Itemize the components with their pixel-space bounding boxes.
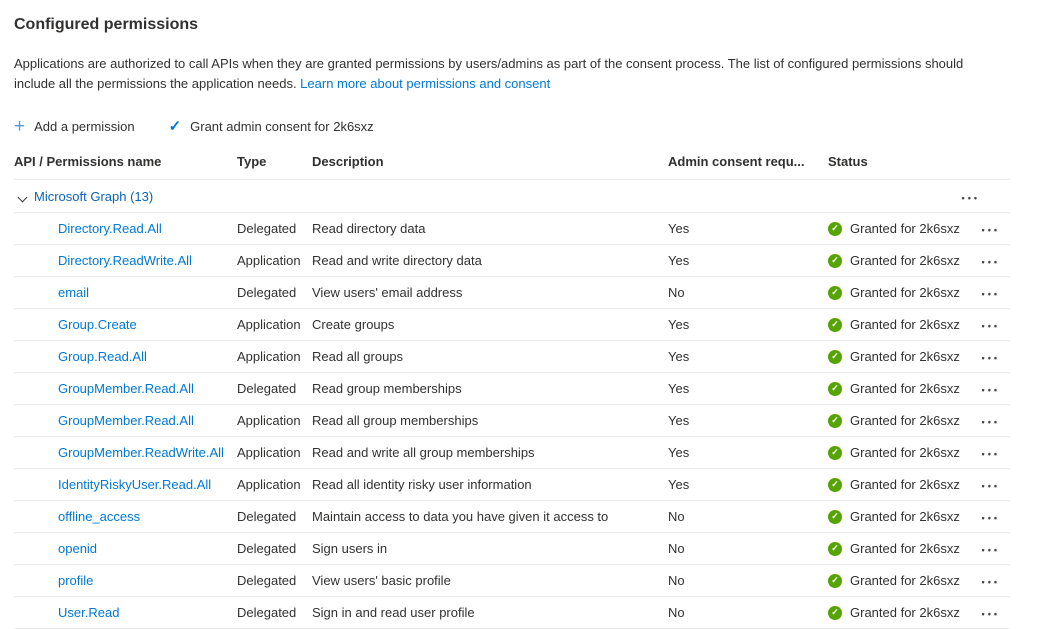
permission-description: Read and write directory data	[312, 253, 482, 268]
status-text: Granted for 2k6sxz	[850, 253, 960, 268]
status-text: Granted for 2k6sxz	[850, 317, 960, 332]
admin-consent-value: Yes	[668, 413, 690, 428]
status-text: Granted for 2k6sxz	[850, 509, 960, 524]
status-text: Granted for 2k6sxz	[850, 541, 960, 556]
ellipsis-menu-button[interactable]: •••	[981, 513, 1000, 523]
permission-type: Application	[237, 445, 301, 460]
ellipsis-menu-button[interactable]: •••	[981, 321, 1000, 331]
permission-link[interactable]: offline_access	[58, 509, 141, 524]
status-text: Granted for 2k6sxz	[850, 381, 960, 396]
status-cell	[828, 445, 972, 460]
checkmark-icon: ✓	[168, 117, 182, 135]
granted-check-icon: ✓	[828, 510, 842, 524]
ellipsis-menu-button[interactable]: •••	[981, 289, 1000, 299]
granted-check-icon: ✓	[828, 350, 842, 364]
granted-check-icon: ✓	[828, 478, 842, 492]
granted-check-icon: ✓	[828, 382, 842, 396]
status-cell	[828, 605, 972, 620]
granted-check-icon: ✓	[828, 222, 842, 236]
admin-consent-value: Yes	[668, 381, 690, 396]
table-row	[14, 213, 1010, 245]
column-header-name: API / Permissions name	[14, 154, 162, 169]
granted-check-icon: ✓	[828, 414, 842, 428]
table-row	[14, 405, 1010, 437]
admin-consent-value: No	[668, 509, 685, 524]
permission-description: Read group memberships	[312, 381, 462, 396]
table-row	[14, 533, 1010, 565]
permission-description: View users' email address	[312, 285, 463, 300]
permission-description: Read all identity risky user information	[312, 477, 532, 492]
granted-check-icon: ✓	[828, 318, 842, 332]
granted-check-icon: ✓	[828, 446, 842, 460]
permission-type: Application	[237, 413, 301, 428]
column-header-status: Status	[828, 154, 868, 169]
granted-check-icon: ✓	[828, 606, 842, 620]
table-row	[14, 277, 1010, 309]
ellipsis-menu-button[interactable]: •••	[981, 545, 1000, 555]
permission-link[interactable]: openid	[58, 541, 98, 556]
permission-description: Sign users in	[312, 541, 388, 556]
permission-link[interactable]: email	[58, 285, 90, 300]
plus-icon: +	[14, 115, 26, 137]
status-text: Granted for 2k6sxz	[850, 445, 960, 460]
permission-link[interactable]: Group.Create	[58, 317, 137, 332]
description-text: Applications are authorized to call APIs when they are granted permissions by users/admins as part of the consent process. The list of configured permissions should include all the permissions the application needs.	[14, 56, 964, 91]
status-text: Granted for 2k6sxz	[850, 413, 960, 428]
ellipsis-menu-button[interactable]: •••	[981, 481, 1000, 491]
status-cell	[828, 541, 972, 556]
permission-type: Delegated	[237, 605, 297, 620]
table-row	[14, 501, 1010, 533]
permission-link[interactable]: User.Read	[58, 605, 120, 620]
granted-check-icon: ✓	[828, 574, 842, 588]
permission-link[interactable]: Group.Read.All	[58, 349, 147, 364]
permission-description: Read directory data	[312, 221, 426, 236]
api-group-cell	[14, 189, 952, 204]
permission-description: Create groups	[312, 317, 395, 332]
table-header-row	[14, 150, 1010, 180]
status-cell	[828, 381, 972, 396]
granted-check-icon: ✓	[828, 286, 842, 300]
granted-check-icon: ✓	[828, 542, 842, 556]
column-header-admin-consent: Admin consent requ...	[668, 154, 805, 169]
permission-link[interactable]: GroupMember.Read.All	[58, 381, 194, 396]
permission-description: Read and write all group memberships	[312, 445, 535, 460]
table-row	[14, 341, 1010, 373]
permission-link[interactable]: profile	[58, 573, 94, 588]
permission-description: View users' basic profile	[312, 573, 451, 588]
permission-description: Maintain access to data you have given it access to	[312, 509, 609, 524]
status-text: Granted for 2k6sxz	[850, 285, 960, 300]
admin-consent-value: No	[668, 541, 685, 556]
permission-type: Delegated	[237, 573, 297, 588]
permission-link[interactable]: Directory.ReadWrite.All	[58, 253, 192, 268]
ellipsis-menu-button[interactable]: •••	[981, 353, 1000, 363]
table-row	[14, 245, 1010, 277]
table-row	[14, 565, 1010, 597]
ellipsis-menu-button[interactable]: •••	[961, 192, 980, 203]
permission-link[interactable]: IdentityRiskyUser.Read.All	[58, 477, 212, 492]
permission-link[interactable]: GroupMember.ReadWrite.All	[58, 445, 224, 460]
status-text: Granted for 2k6sxz	[850, 573, 960, 588]
add-permission-label: Add a permission	[34, 119, 135, 134]
admin-consent-value: No	[668, 605, 685, 620]
column-header-type: Type	[237, 154, 267, 169]
admin-consent-value: No	[668, 285, 685, 300]
permission-type: Application	[237, 317, 301, 332]
status-cell	[828, 221, 972, 236]
permission-type: Application	[237, 477, 301, 492]
status-cell	[828, 573, 972, 588]
admin-consent-value: Yes	[668, 445, 690, 460]
grant-admin-consent-button[interactable]	[169, 119, 374, 134]
status-cell	[828, 413, 972, 428]
status-cell	[828, 285, 972, 300]
status-cell	[828, 317, 972, 332]
learn-more-link[interactable]: Learn more about permissions and consent	[300, 76, 551, 91]
permission-type: Application	[237, 253, 301, 268]
api-group-link[interactable]: Microsoft Graph (13)	[34, 188, 154, 204]
permission-type: Delegated	[237, 221, 297, 236]
status-cell	[828, 509, 972, 524]
permission-type: Delegated	[237, 381, 297, 396]
permission-link[interactable]: GroupMember.Read.All	[58, 413, 194, 428]
ellipsis-menu-button[interactable]: •••	[981, 385, 1000, 395]
ellipsis-menu-button[interactable]: •••	[981, 577, 1000, 587]
admin-consent-value: Yes	[668, 253, 690, 268]
permissions-toolbar	[14, 115, 1057, 137]
permissions-table	[14, 150, 1010, 629]
table-row	[14, 373, 1010, 405]
column-header-description: Description	[312, 154, 384, 169]
ellipsis-menu-button[interactable]: •••	[981, 225, 1000, 235]
permission-description: Read all groups	[312, 349, 404, 364]
permission-type: Delegated	[237, 541, 297, 556]
permission-type: Delegated	[237, 509, 297, 524]
table-row	[14, 437, 1010, 469]
permission-link[interactable]: Directory.Read.All	[58, 221, 162, 236]
admin-consent-value: Yes	[668, 477, 690, 492]
ellipsis-menu-button[interactable]: •••	[981, 609, 1000, 619]
status-text: Granted for 2k6sxz	[850, 477, 960, 492]
status-cell	[828, 477, 972, 492]
section-description	[14, 54, 1004, 94]
table-row	[14, 597, 1010, 629]
grant-admin-consent-label: Grant admin consent for 2k6sxz	[190, 119, 374, 134]
table-row	[14, 309, 1010, 341]
ellipsis-menu-button[interactable]: •••	[981, 257, 1000, 267]
ellipsis-menu-button[interactable]: •••	[981, 417, 1000, 427]
api-group-row	[14, 180, 1010, 213]
chevron-down-icon[interactable]	[18, 192, 28, 202]
permission-description: Sign in and read user profile	[312, 605, 475, 620]
ellipsis-menu-button[interactable]: •••	[981, 449, 1000, 459]
admin-consent-value: Yes	[668, 221, 690, 236]
page-title: Configured permissions	[14, 16, 199, 33]
add-permission-button[interactable]	[14, 115, 135, 137]
table-row	[14, 469, 1010, 501]
status-text: Granted for 2k6sxz	[850, 605, 960, 620]
admin-consent-value: Yes	[668, 317, 690, 332]
permission-type: Delegated	[237, 285, 297, 300]
permission-type: Application	[237, 349, 301, 364]
status-text: Granted for 2k6sxz	[850, 349, 960, 364]
granted-check-icon: ✓	[828, 254, 842, 268]
admin-consent-value: Yes	[668, 349, 690, 364]
status-cell	[828, 349, 972, 364]
status-cell	[828, 253, 972, 268]
admin-consent-value: No	[668, 573, 685, 588]
status-text: Granted for 2k6sxz	[850, 221, 960, 236]
permission-description: Read all group memberships	[312, 413, 479, 428]
